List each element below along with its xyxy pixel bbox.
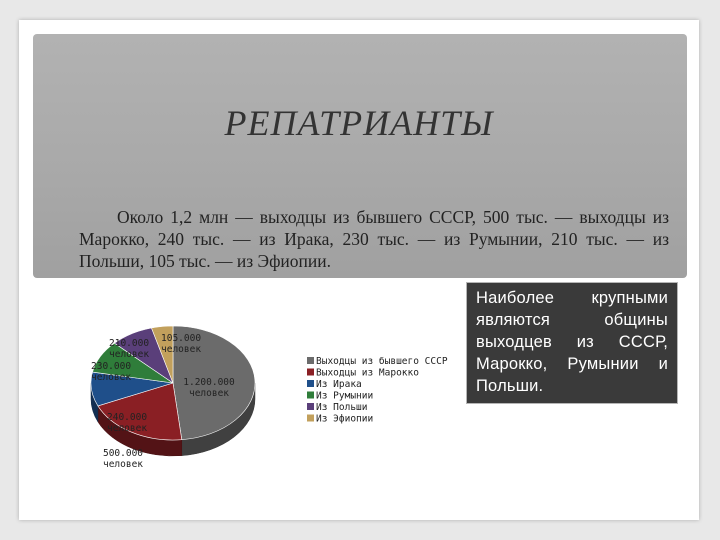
slide-title: РЕПАТРИАНТЫ [224,103,494,143]
pie-chart [81,298,461,498]
legend-swatch [307,392,314,399]
legend-swatch [307,357,314,364]
note-box [466,282,678,404]
data-label: 240.000 человек [107,412,148,434]
data-label: 210.000 человек [109,338,150,360]
data-label: 105.000 человек [161,333,202,355]
legend-entry: Выходцы из Марокко [316,367,419,379]
data-label: 1.200.000 человек [183,377,235,399]
legend-swatch [307,415,314,422]
legend-entry: Из Польши [316,402,368,413]
note-text: Наиболее крупными являются общины выходцев из СССР, Марокко, Румынии и Польши. [476,289,668,395]
legend-swatch [307,380,314,387]
data-label: 230.000 человек [91,361,132,383]
slide [19,20,699,520]
legend-entry: Из Румынии [316,390,374,402]
intro-paragraph: Около 1,2 млн — выходцы из бывшего СССР, 500 тыс. — выходцы из Марокко, 240 тыс. — из Ирака, 230 тыс. — из Румынии, 210 тыс. — из Польши, 105 тыс. — из Эфиопии. [79,207,669,271]
legend-entry: Из Ирака [316,379,362,390]
data-label: 500.000 человек [102,448,144,470]
legend-swatch [307,369,314,376]
legend-entry: Выходцы из бывшего СССР [316,356,448,367]
legend-entry: Из Эфиопии [316,413,374,425]
legend-swatch [307,403,314,410]
